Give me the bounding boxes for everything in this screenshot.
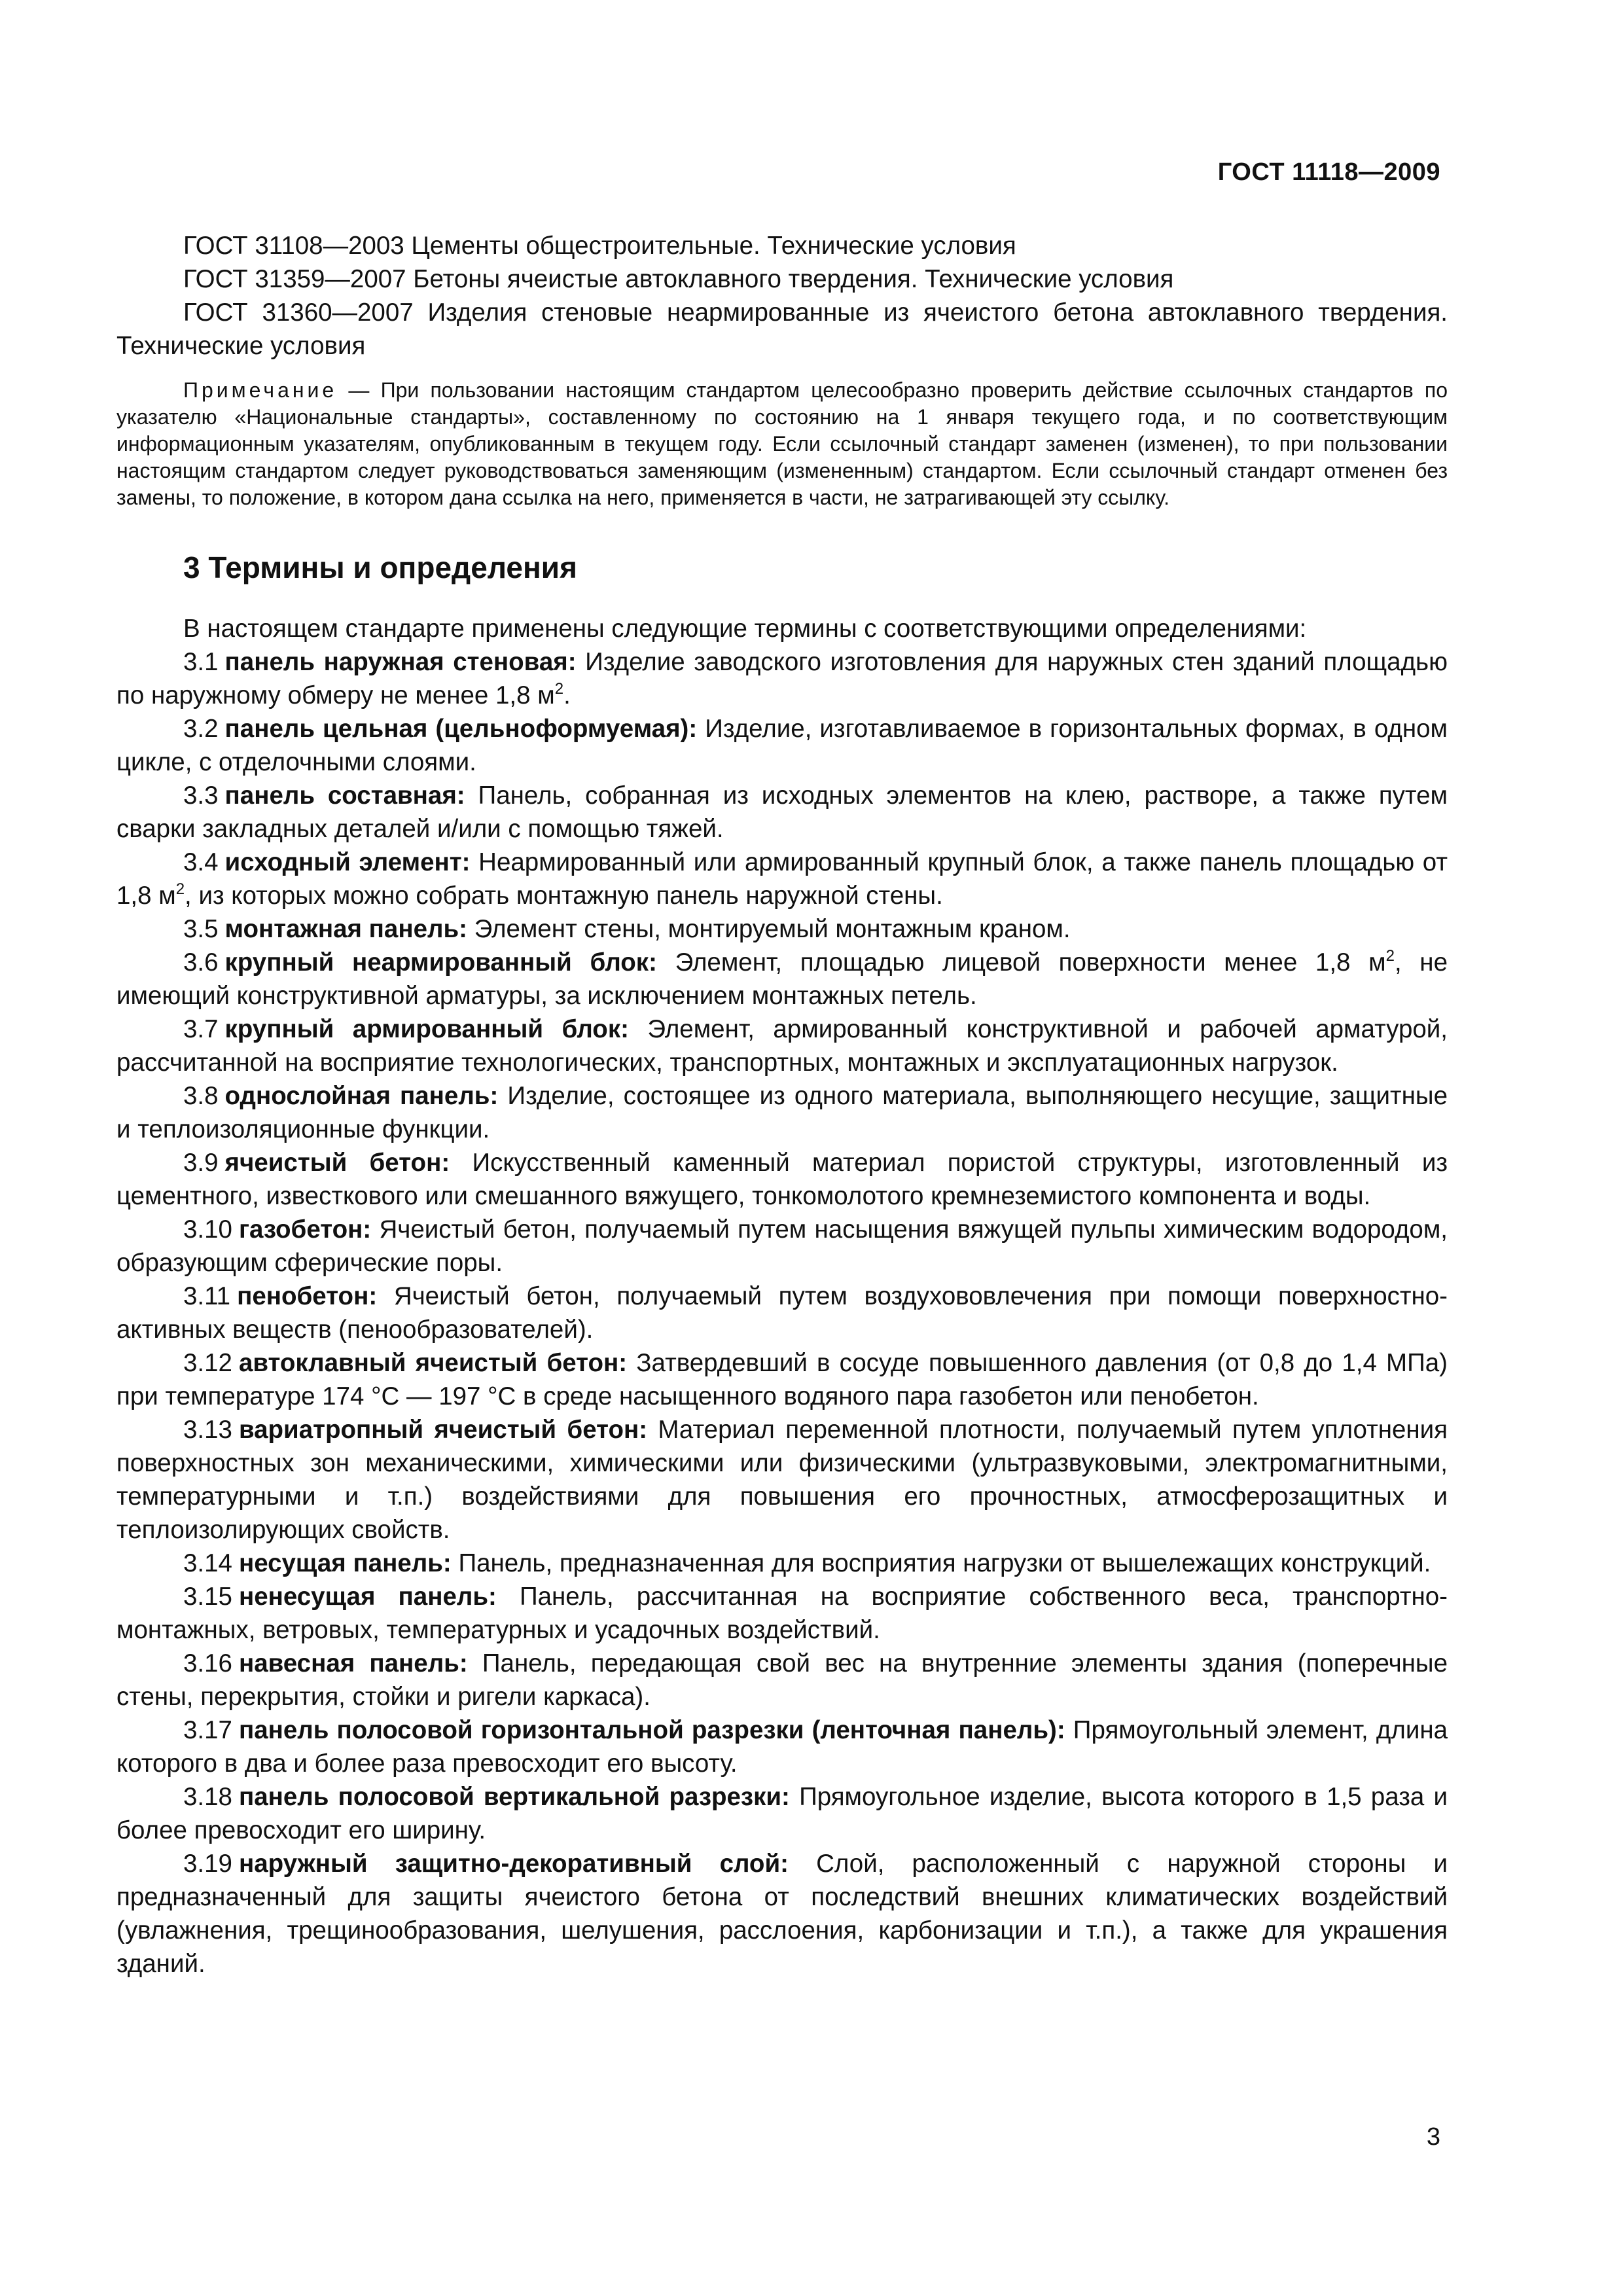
term-name: автоклавный ячеистый бетон: xyxy=(238,1349,628,1377)
term-text: Панель, собранная из исходных элементов на клею, растворе, а также путем сварки закладных деталей и/или с помощью тяжей. xyxy=(116,781,1448,843)
term-definition xyxy=(116,1847,1448,1981)
term-definition xyxy=(116,1647,1448,1713)
term-text: Прямоугольный элемент, длина которого в два и более раза превосходит его высоту. xyxy=(116,1716,1448,1778)
term-name: ячеистый бетон: xyxy=(224,1149,450,1177)
term-definition xyxy=(116,712,1448,779)
term-text: Материал переменной плотности, получаемый путем уплотнения поверхностных зон механическими, химическими или физическими (ультразвуковыми, электромагнитными, температурными и т.п.) воздействиями для повышения его прочностных, атмосферозащитных и теплоизолирующих свойств. xyxy=(116,1416,1448,1544)
term-name: газобетон: xyxy=(238,1215,372,1244)
term-number: 3.14 xyxy=(183,1549,232,1577)
term-name: наружный защитно-декоративный слой: xyxy=(238,1850,789,1878)
term-definition xyxy=(116,779,1448,846)
document-id: ГОСТ 11118—2009 xyxy=(1217,158,1440,186)
term-definition xyxy=(116,1146,1448,1213)
term-text: Ячеистый бетон, получаемый путем воздухововлечения при помощи поверхностно-активных веществ (пенообразователей). xyxy=(116,1282,1448,1344)
term-text-continued: , не имеющий конструктивной арматуры, за исключением монтажных петель. xyxy=(116,948,1448,1010)
page-number: 3 xyxy=(1426,2123,1440,2151)
reference-item: ГОСТ 31359—2007 Бетоны ячеистые автоклавного твердения. Технические условия xyxy=(183,265,1174,293)
superscript: 2 xyxy=(554,680,564,698)
term-name: вариатропный ячеистый бетон: xyxy=(238,1416,648,1444)
term-definition xyxy=(116,1013,1448,1079)
term-number: 3.9 xyxy=(183,1149,219,1177)
section-intro: В настоящем стандарте применены следующие термины с соответствующими определениями: xyxy=(183,615,1307,643)
term-number: 3.2 xyxy=(183,715,219,743)
term-definition xyxy=(116,1580,1448,1647)
term-text-continued: , из которых можно собрать монтажную панель наружной стены. xyxy=(185,882,943,910)
term-definition xyxy=(116,946,1448,1013)
term-text: Изделие заводского изготовления для наружных стен зданий площадью по наружному обмеру не менее 1,8 м xyxy=(116,648,1448,709)
term-name: панель цельная (цельноформуемая): xyxy=(224,715,698,743)
term-definition xyxy=(116,846,1448,912)
term-number: 3.19 xyxy=(183,1850,232,1878)
term-name: крупный неармированный блок: xyxy=(224,948,657,977)
term-number: 3.18 xyxy=(183,1783,232,1811)
term-name: панель полосовой горизонтальной разрезки (ленточная панель): xyxy=(238,1716,1065,1744)
term-text: Панель, предназначенная для восприятия нагрузки от вышележащих конструкций. xyxy=(458,1549,1431,1577)
term-number: 3.16 xyxy=(183,1649,232,1677)
section-heading: 3 Термины и определения xyxy=(183,550,577,584)
term-text: Затвердевший в сосуде повышенного давления (от 0,8 до 1,4 МПа) при температуре 174 °С — 197 °С в среде насыщенного водяного пара газобетон или пенобетон. xyxy=(116,1349,1448,1410)
term-text-continued: . xyxy=(563,681,571,709)
page-content xyxy=(116,229,1448,1981)
term-name: однослойная панель: xyxy=(224,1082,499,1110)
term-number: 3.15 xyxy=(183,1583,232,1611)
term-number: 3.1 xyxy=(183,648,219,676)
term-text: Слой, расположенный с наружной стороны и предназначенный для защиты ячеистого бетона от последствий внешних климатических воздействий (увлажнения, трещинообразования, шелушения, расслоения, карбонизации и т.п.), а также для украшения зданий. xyxy=(116,1850,1448,1978)
term-definition xyxy=(116,1780,1448,1847)
term-definition xyxy=(116,1547,1448,1580)
reference-item: ГОСТ 31108—2003 Цементы общестроительные. Технические условия xyxy=(183,232,1016,260)
superscript: 2 xyxy=(175,880,185,898)
term-definition xyxy=(116,1413,1448,1547)
term-text: Прямоугольное изделие, высота которого в 1,5 раза и более превосходит его ширину. xyxy=(116,1783,1448,1844)
term-number: 3.4 xyxy=(183,848,219,876)
term-text: Изделие, состоящее из одного материала, выполняющего несущие, защитные и теплоизоляционные функции. xyxy=(116,1082,1448,1143)
superscript: 2 xyxy=(1385,947,1395,965)
term-definition xyxy=(116,645,1448,712)
term-number: 3.11 xyxy=(183,1282,231,1310)
note-label: Примечание xyxy=(183,378,338,402)
term-name: несущая панель: xyxy=(238,1549,452,1577)
term-definition xyxy=(116,1346,1448,1413)
term-text: Элемент, площадью лицевой поверхности менее 1,8 м xyxy=(675,948,1386,977)
term-name: ненесущая панель: xyxy=(238,1583,497,1611)
term-name: панель наружная стеновая: xyxy=(224,648,577,676)
term-text: Панель, рассчитанная на восприятие собственного веса, транспортно-монтажных, ветровых, температурных и усадочных воздействий. xyxy=(116,1583,1448,1644)
term-name: исходный элемент: xyxy=(224,848,471,876)
term-name: навесная панель: xyxy=(238,1649,468,1677)
note-text: — При пользовании настоящим стандартом целесообразно проверить действие ссылочных стандартов по указателю «Национальные стандарты», составленному по состоянию на 1 января текущего года, и по соответствующим информационным указателям, опубликованным в текущем году. Если ссылочный стандарт заменен (изменен), то при пользовании настоящим стандартом следует руководствоваться заменяющим (измененным) стандартом. Если ссылочный стандарт отменен без замены, то положение, в котором дана ссылка на него, применяется в части, не затрагивающей эту ссылку. xyxy=(116,378,1448,509)
term-number: 3.10 xyxy=(183,1215,232,1244)
term-text: Неармированный или армированный крупный блок, а также панель площадью от 1,8 м xyxy=(116,848,1448,910)
term-number: 3.17 xyxy=(183,1716,232,1744)
term-number: 3.7 xyxy=(183,1015,219,1043)
term-name: панель составная: xyxy=(224,781,465,810)
terms-list xyxy=(116,645,1448,1981)
term-name: крупный армированный блок: xyxy=(224,1015,629,1043)
reference-item: ГОСТ 31360—2007 Изделия стеновые неармированные из ячеистого бетона автоклавного твердения. Технические условия xyxy=(116,298,1448,360)
term-definition xyxy=(116,1280,1448,1346)
term-definition xyxy=(116,1079,1448,1146)
term-definition xyxy=(116,912,1448,946)
term-name: панель полосовой вертикальной разрезки: xyxy=(238,1783,790,1811)
term-number: 3.6 xyxy=(183,948,219,977)
term-definition xyxy=(116,1213,1448,1280)
term-number: 3.3 xyxy=(183,781,219,810)
term-number: 3.8 xyxy=(183,1082,219,1110)
term-text: Элемент стены, монтируемый монтажным краном. xyxy=(474,915,1071,943)
term-text: Элемент, армированный конструктивной и рабочей арматурой, рассчитанной на восприятие технологических, транспортных, монтажных и эксплуатационных нагрузок. xyxy=(116,1015,1448,1077)
term-number: 3.13 xyxy=(183,1416,232,1444)
term-text: Панель, передающая свой вес на внутренние элементы здания (поперечные стены, перекрытия, стойки и ригели каркаса). xyxy=(116,1649,1448,1711)
term-name: пенобетон: xyxy=(237,1282,378,1310)
term-text: Ячеистый бетон, получаемый путем насыщения вяжущей пульпы химическим водородом, образующим сферические поры. xyxy=(116,1215,1448,1277)
term-number: 3.5 xyxy=(183,915,219,943)
term-text: Искусственный каменный материал пористой структуры, изготовленный из цементного, известкового или смешанного вяжущего, тонкомолотого кремнеземистого компонента и воды. xyxy=(116,1149,1448,1210)
term-text: Изделие, изготавливаемое в горизонтальных формах, в одном цикле, с отделочными слоями. xyxy=(116,715,1448,776)
term-name: монтажная панель: xyxy=(224,915,467,943)
term-definition xyxy=(116,1713,1448,1780)
note-paragraph xyxy=(116,377,1448,511)
term-number: 3.12 xyxy=(183,1349,232,1377)
